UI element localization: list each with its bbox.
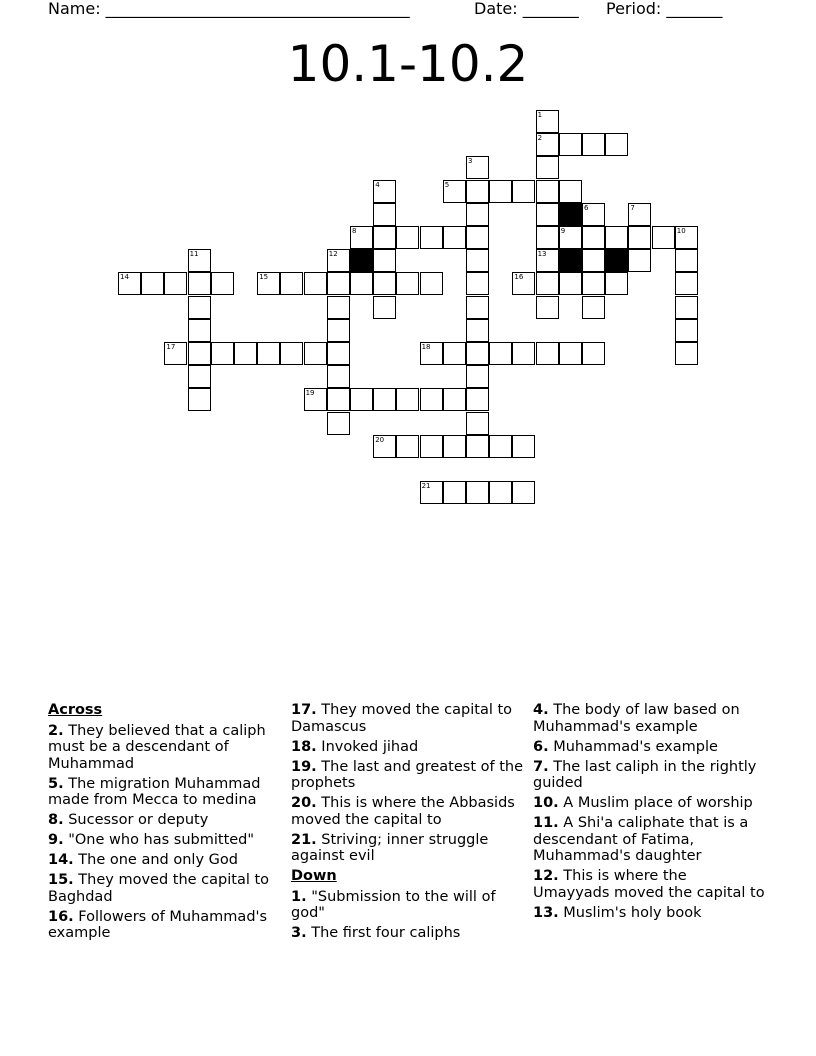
grid-cell[interactable]	[280, 342, 303, 365]
across-clue	[291, 795, 523, 828]
clue-text: They moved the capital to Damascus	[291, 702, 513, 735]
grid-cell[interactable]	[582, 296, 605, 319]
grid-cell[interactable]	[164, 342, 187, 365]
grid-cell[interactable]	[443, 481, 466, 504]
grid-cell[interactable]	[582, 226, 605, 249]
grid-cell[interactable]	[211, 272, 234, 295]
grid-cell[interactable]	[188, 249, 211, 272]
grid-cell[interactable]	[327, 249, 350, 272]
grid-cell[interactable]	[327, 272, 350, 295]
clue-number: 5	[444, 180, 450, 189]
grid-cell[interactable]	[188, 319, 211, 342]
grid-cell[interactable]	[675, 272, 698, 295]
clue-number-label: 16.	[48, 908, 74, 925]
across-clue	[48, 812, 280, 829]
grid-cell[interactable]	[536, 110, 559, 133]
clue-number-label: 19.	[291, 758, 317, 775]
grid-block-cell	[559, 249, 582, 272]
grid-cell[interactable]	[559, 272, 582, 295]
grid-cell[interactable]	[304, 342, 327, 365]
grid-cell[interactable]	[582, 249, 605, 272]
down-clue	[533, 739, 765, 756]
clue-text: The last caliph in the rightly guided	[533, 758, 757, 791]
clue-number-label: 3.	[291, 925, 307, 941]
grid-cell[interactable]	[443, 180, 466, 203]
grid-cell[interactable]	[582, 342, 605, 365]
grid-cell[interactable]	[559, 133, 582, 156]
grid-cell[interactable]	[188, 342, 211, 365]
clue-number-label: 17.	[291, 702, 317, 718]
clue-number: 10	[676, 227, 686, 235]
grid-cell[interactable]	[373, 296, 396, 319]
grid-cell[interactable]	[373, 435, 396, 458]
grid-cell[interactable]	[396, 226, 419, 249]
across-clue	[291, 759, 523, 792]
grid-cell[interactable]	[280, 272, 303, 295]
grid-cell[interactable]	[466, 481, 489, 504]
clue-number: 8	[352, 227, 357, 235]
down-clue	[533, 815, 765, 865]
grid-block-cell	[559, 203, 582, 226]
clues-column-2	[291, 702, 523, 945]
clue-text: They believed that a caliph must be a descendant of Muhammad	[48, 722, 266, 772]
clue-number-label: 18.	[291, 738, 317, 755]
grid-cell[interactable]	[466, 226, 489, 249]
down-clue	[291, 925, 523, 942]
grid-cell[interactable]	[118, 272, 141, 295]
clue-text: The last and greatest of the prophets	[291, 758, 524, 791]
grid-cell[interactable]	[396, 272, 419, 295]
grid-cell[interactable]	[512, 272, 535, 295]
across-heading: Across	[48, 702, 103, 718]
across-clue	[48, 723, 280, 773]
grid-cell[interactable]	[675, 342, 698, 365]
clues-column-1	[48, 702, 280, 945]
grid-cell[interactable]	[257, 342, 280, 365]
grid-cell[interactable]	[536, 272, 559, 295]
clue-number-label: 1.	[291, 888, 307, 905]
grid-cell[interactable]	[466, 342, 489, 365]
period-field-label[interactable]: Period: _______	[606, 0, 723, 18]
clue-number: 2	[537, 134, 543, 143]
grid-cell[interactable]	[373, 180, 396, 203]
across-clue	[48, 852, 280, 869]
down-clue	[533, 759, 765, 792]
clue-number: 4	[375, 180, 380, 189]
grid-cell[interactable]	[327, 388, 350, 411]
grid-block-cell	[350, 249, 373, 272]
grid-cell[interactable]	[466, 435, 489, 458]
grid-cell[interactable]	[466, 203, 489, 226]
grid-cell[interactable]	[211, 342, 234, 365]
across-clue	[48, 832, 280, 849]
grid-cell[interactable]	[466, 272, 489, 295]
grid-cell[interactable]	[327, 412, 350, 435]
clue-number-label: 11.	[533, 815, 559, 831]
down-heading: Down	[291, 868, 337, 884]
clue-number: 16	[514, 273, 524, 282]
clue-text: A Shi'a caliphate that is a descendant of Fatima, Muhammad's daughter	[533, 815, 749, 864]
grid-cell[interactable]	[327, 365, 350, 388]
grid-cell[interactable]	[582, 272, 605, 295]
grid-cell[interactable]	[675, 226, 698, 249]
grid-cell[interactable]	[350, 272, 373, 295]
grid-cell[interactable]	[443, 342, 466, 365]
grid-cell[interactable]	[466, 388, 489, 411]
grid-cell[interactable]	[536, 133, 559, 156]
clue-number: 15	[259, 273, 269, 282]
grid-cell[interactable]	[536, 180, 559, 203]
grid-cell[interactable]	[536, 296, 559, 319]
down-clue	[533, 702, 765, 735]
clue-text: Followers of Muhammad's example	[48, 908, 268, 941]
grid-cell[interactable]	[443, 226, 466, 249]
across-clue	[48, 909, 280, 942]
grid-cell[interactable]	[559, 226, 582, 249]
grid-cell[interactable]	[466, 296, 489, 319]
clue-text: A Muslim place of worship	[563, 795, 753, 811]
clue-number-label: 14.	[48, 852, 74, 868]
clue-text: Invoked jihad	[321, 738, 419, 755]
grid-cell[interactable]	[628, 226, 651, 249]
grid-cell[interactable]	[396, 388, 419, 411]
grid-cell[interactable]	[188, 272, 211, 295]
clues-column-3	[533, 702, 765, 925]
clue-text: The first four caliphs	[311, 925, 461, 941]
grid-cell[interactable]	[188, 365, 211, 388]
grid-cell[interactable]	[512, 342, 535, 365]
grid-cell[interactable]	[466, 156, 489, 179]
grid-cell[interactable]	[234, 342, 257, 365]
clue-text: This is where the Umayyads moved the capital to	[533, 868, 765, 901]
across-clue	[291, 739, 523, 756]
clue-text: Muhammad's example	[553, 738, 718, 755]
grid-cell[interactable]	[350, 388, 373, 411]
grid-cell[interactable]	[628, 249, 651, 272]
clue-number: 6	[584, 203, 589, 212]
grid-cell[interactable]	[512, 481, 535, 504]
down-clue	[533, 868, 765, 901]
clue-number-label: 12.	[533, 868, 559, 884]
clue-number: 3	[468, 157, 473, 166]
grid-cell[interactable]	[373, 203, 396, 226]
clue-number-label: 9.	[48, 832, 64, 848]
grid-cell[interactable]	[628, 203, 651, 226]
grid-cell[interactable]	[373, 226, 396, 249]
clue-number-label: 2.	[48, 722, 64, 739]
grid-cell[interactable]	[489, 481, 512, 504]
grid-cell[interactable]	[420, 272, 443, 295]
grid-cell[interactable]	[489, 435, 512, 458]
clue-number: 14	[120, 273, 129, 282]
across-clue	[48, 776, 280, 809]
grid-cell[interactable]	[164, 272, 187, 295]
grid-cell[interactable]	[304, 388, 327, 411]
clue-text: The one and only God	[78, 852, 238, 868]
clue-text: "Submission to the will of god"	[291, 888, 496, 921]
clue-number: 7	[630, 203, 635, 212]
grid-cell[interactable]	[675, 296, 698, 319]
across-clue	[291, 832, 523, 865]
down-clue	[291, 889, 523, 922]
clue-number: 18	[421, 343, 431, 351]
grid-cell[interactable]	[443, 388, 466, 411]
clue-number: 17	[166, 343, 176, 351]
grid-cell[interactable]	[536, 342, 559, 365]
clue-number: 1	[537, 111, 543, 119]
grid-cell[interactable]	[512, 180, 535, 203]
grid-cell[interactable]	[559, 342, 582, 365]
grid-cell[interactable]	[466, 365, 489, 388]
grid-cell[interactable]	[373, 249, 396, 272]
grid-cell[interactable]	[536, 226, 559, 249]
clue-number: 11	[189, 250, 199, 259]
clue-number-label: 13.	[533, 904, 559, 921]
grid-cell[interactable]	[327, 342, 350, 365]
down-clue	[533, 905, 765, 922]
grid-cell[interactable]	[327, 319, 350, 342]
clue-number-label: 10.	[533, 795, 559, 811]
grid-cell[interactable]	[489, 342, 512, 365]
clue-number: 12	[328, 250, 338, 259]
grid-cell[interactable]	[420, 435, 443, 458]
clue-number: 20	[375, 435, 385, 444]
grid-cell[interactable]	[536, 156, 559, 179]
grid-cell[interactable]	[420, 388, 443, 411]
clue-text: They moved the capital to Baghdad	[48, 872, 270, 905]
grid-cell[interactable]	[257, 272, 280, 295]
clue-text: "One who has submitted"	[68, 832, 255, 848]
clue-number-label: 5.	[48, 775, 64, 792]
date-field-label[interactable]: Date: _______	[474, 0, 579, 18]
grid-cell[interactable]	[675, 249, 698, 272]
clue-text: The migration Muhammad made from Mecca to medina	[48, 775, 261, 808]
across-clue	[291, 702, 523, 735]
grid-cell[interactable]	[582, 203, 605, 226]
grid-cell[interactable]	[420, 342, 443, 365]
grid-cell[interactable]	[512, 435, 535, 458]
grid-cell[interactable]	[443, 435, 466, 458]
page-title: 10.1-10.2	[287, 35, 529, 93]
grid-cell[interactable]	[675, 319, 698, 342]
grid-block-cell	[605, 249, 628, 272]
clue-number-label: 6.	[533, 738, 549, 755]
clue-number: 21	[421, 482, 431, 491]
grid-cell[interactable]	[466, 249, 489, 272]
grid-cell[interactable]	[396, 435, 419, 458]
grid-cell[interactable]	[652, 226, 675, 249]
grid-cell[interactable]	[420, 226, 443, 249]
grid-cell[interactable]	[605, 133, 628, 156]
grid-cell[interactable]	[582, 133, 605, 156]
grid-cell[interactable]	[188, 388, 211, 411]
grid-cell[interactable]	[373, 388, 396, 411]
clue-number-label: 15.	[48, 872, 74, 888]
clue-number: 13	[537, 250, 547, 259]
grid-cell[interactable]	[327, 296, 350, 319]
grid-cell[interactable]	[559, 180, 582, 203]
clue-text: Muslim's holy book	[563, 904, 702, 921]
grid-cell[interactable]	[489, 180, 512, 203]
grid-cell[interactable]	[141, 272, 164, 295]
clue-number-label: 4.	[533, 702, 549, 718]
clue-text: This is where the Abbasids moved the capital to	[291, 795, 515, 828]
grid-cell[interactable]	[420, 481, 443, 504]
clue-number-label: 8.	[48, 812, 64, 828]
grid-cell[interactable]	[605, 226, 628, 249]
clue-number: 19	[305, 389, 315, 398]
clue-text: Striving; inner struggle against evil	[291, 831, 489, 864]
name-field-label[interactable]: Name: ______________________________________	[48, 0, 410, 18]
grid-cell[interactable]	[350, 226, 373, 249]
across-clue	[48, 872, 280, 905]
grid-cell[interactable]	[373, 272, 396, 295]
grid-cell[interactable]	[536, 249, 559, 272]
grid-cell[interactable]	[466, 319, 489, 342]
grid-cell[interactable]	[605, 272, 628, 295]
grid-cell[interactable]	[536, 203, 559, 226]
down-clue	[533, 795, 765, 812]
clue-number: 9	[560, 227, 566, 235]
clue-text: Sucessor or deputy	[68, 812, 209, 828]
clue-number-label: 20.	[291, 795, 317, 811]
clue-number-label: 7.	[533, 758, 549, 775]
grid-cell[interactable]	[466, 180, 489, 203]
clue-text: The body of law based on Muhammad's example	[533, 702, 740, 735]
grid-cell[interactable]	[466, 412, 489, 435]
grid-cell[interactable]	[304, 272, 327, 295]
clue-number-label: 21.	[291, 831, 317, 848]
grid-cell[interactable]	[188, 296, 211, 319]
